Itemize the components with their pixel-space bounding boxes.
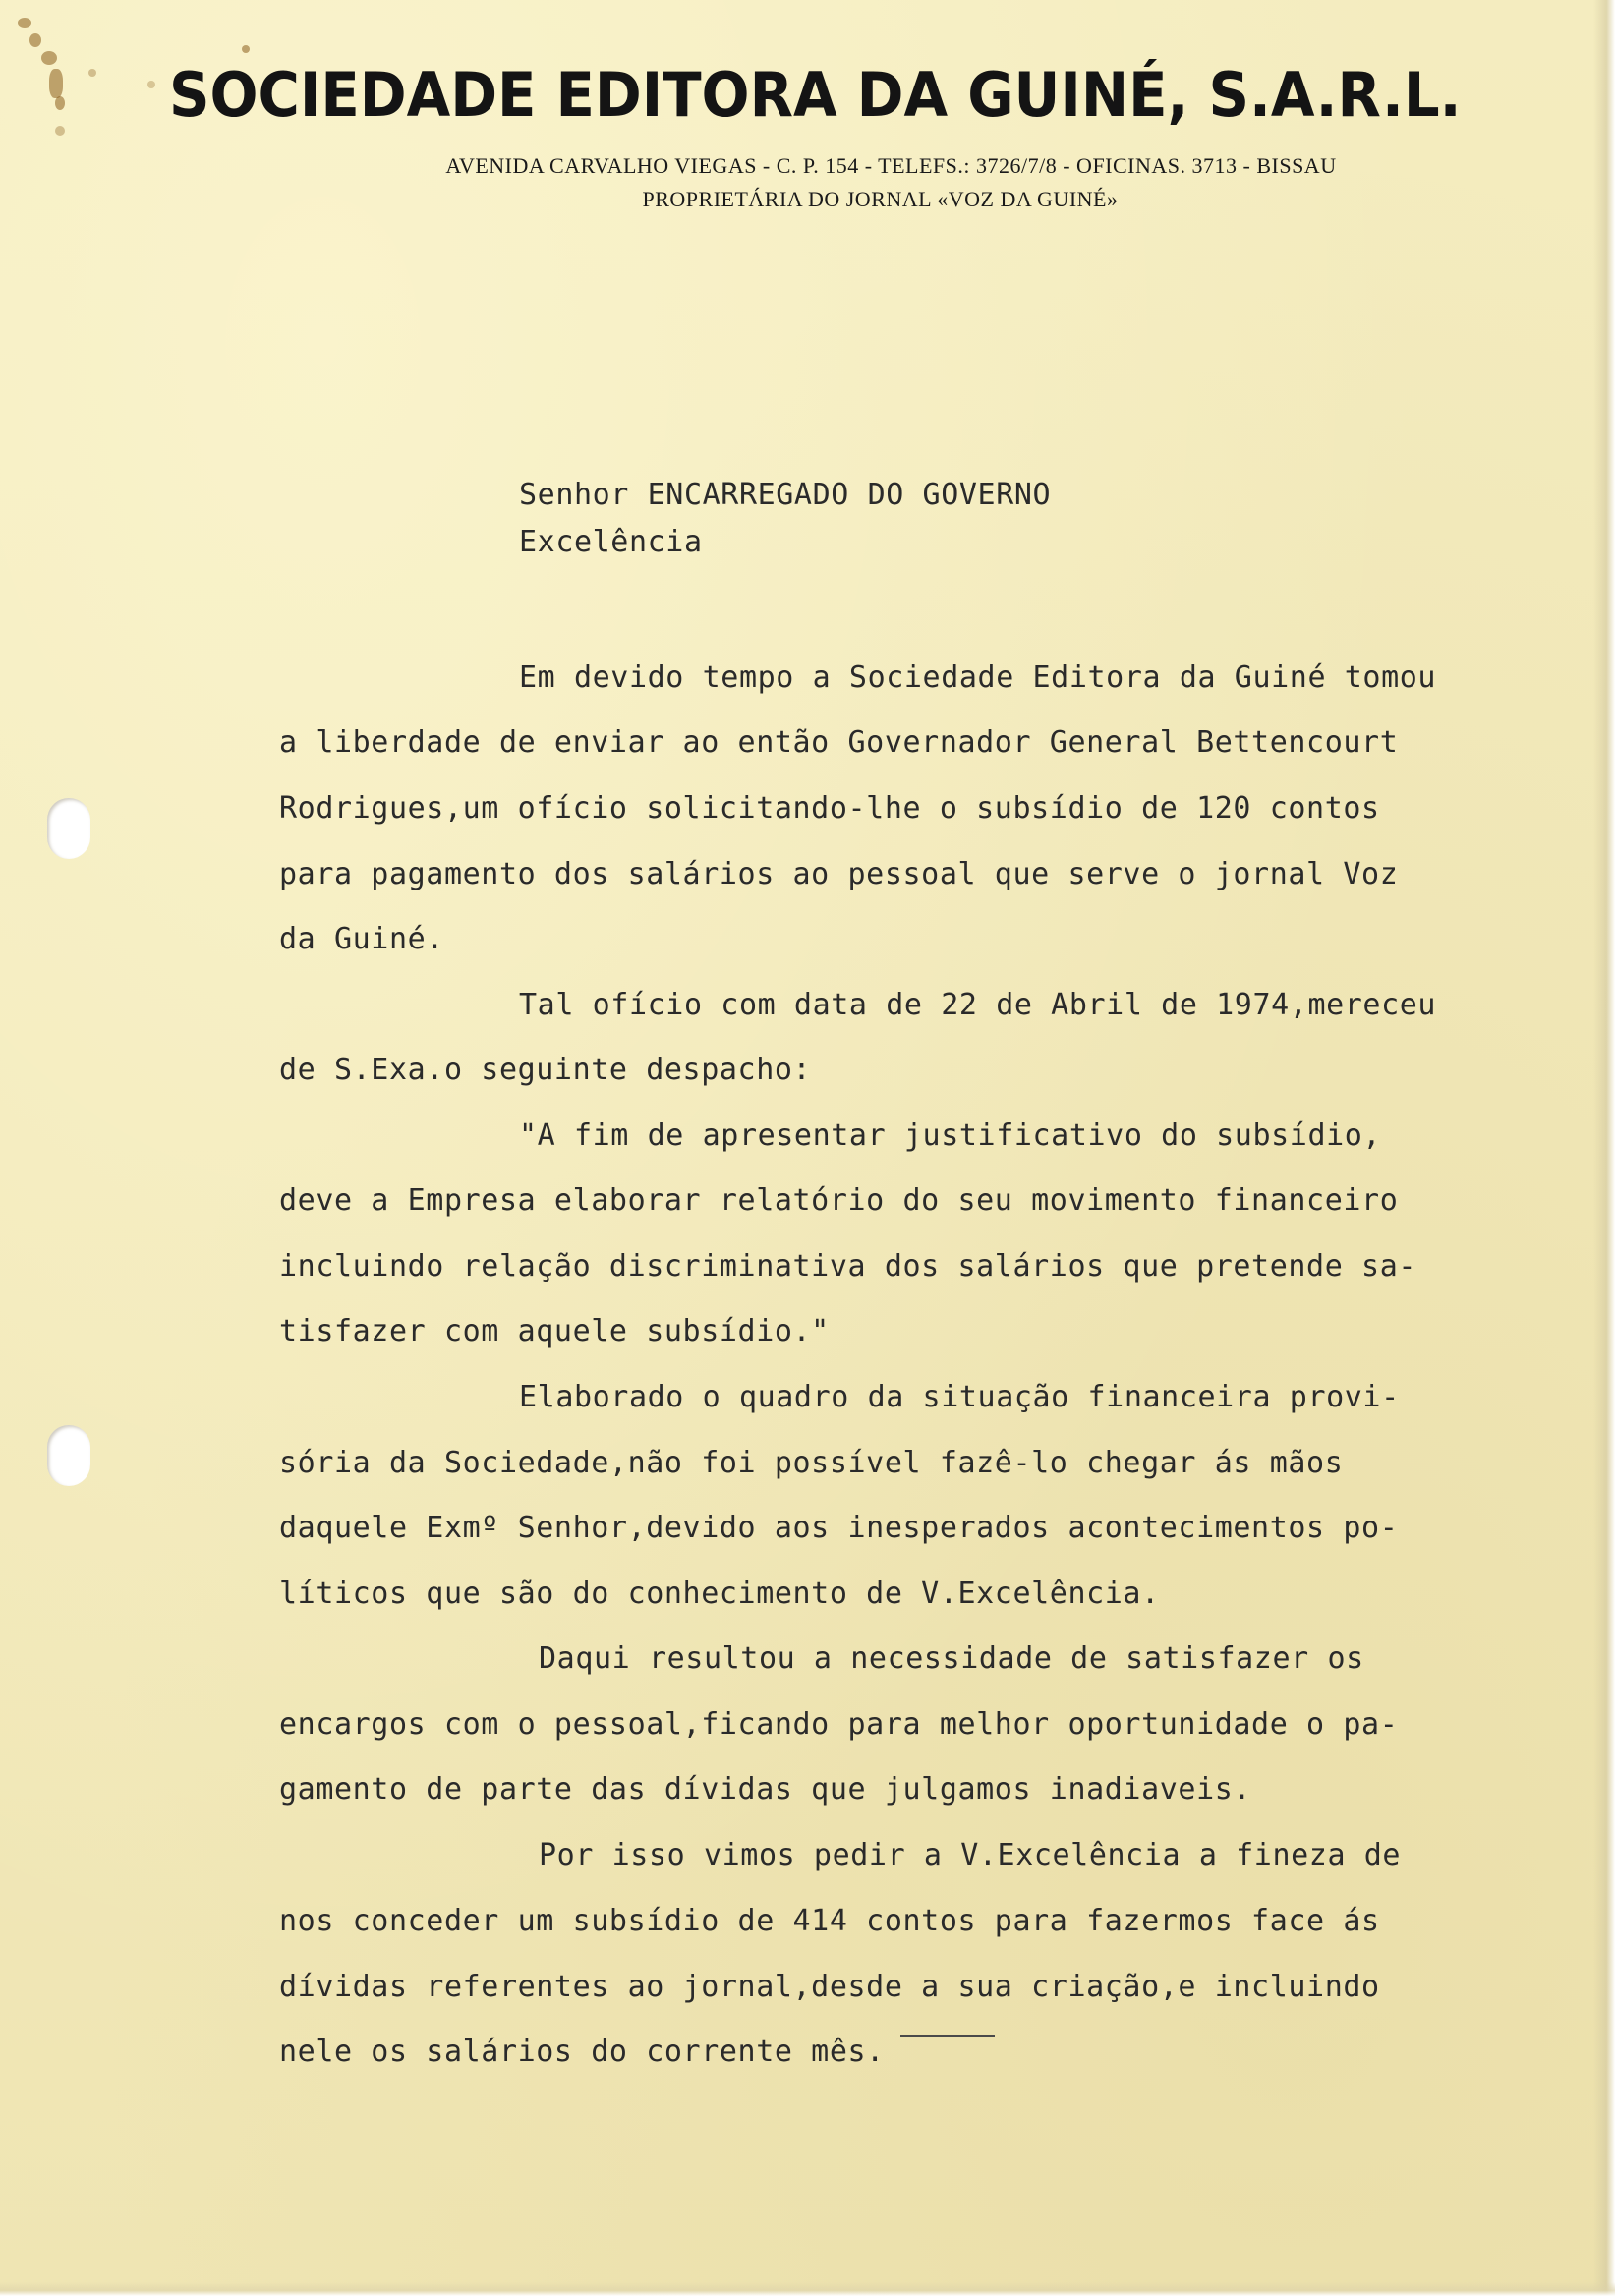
- stain-mark: [18, 18, 31, 28]
- stain-mark: [55, 96, 65, 110]
- punch-hole-lower: [47, 1425, 90, 1486]
- body-line: da Guiné.: [279, 922, 444, 956]
- body-line: Daqui resultou a necessidade de satisfazer os: [539, 1641, 1364, 1676]
- body-line: encargos com o pessoal,ficando para melhor oportunidade o pa-: [279, 1707, 1399, 1742]
- stain-mark: [29, 33, 41, 47]
- body-line: de S.Exa.o seguinte despacho:: [279, 1053, 812, 1087]
- salutation-honorific: Excelência: [519, 525, 703, 559]
- stain-mark: [49, 69, 63, 98]
- body-line: Tal ofício com data de 22 de Abril de 1974,mereceu: [519, 988, 1437, 1022]
- newspaper-owner-line: PROPRIETÁRIA DO JORNAL «VOZ DA GUINÉ»: [642, 187, 1119, 211]
- company-address: AVENIDA CARVALHO VIEGAS - C. P. 154 - TELEFS.: 3726/7/8 - OFICINAS. 3713 - BISSAU: [445, 153, 1337, 178]
- body-line: gamento de parte das dívidas que julgamos inadiaveis.: [279, 1772, 1252, 1807]
- stain-mark: [41, 51, 57, 65]
- body-line: dívidas referentes ao jornal,desde a sua criação,e incluindo: [279, 1970, 1380, 2004]
- body-line: para pagamento dos salários ao pessoal que serve o jornal Voz: [279, 857, 1399, 891]
- body-line: Elaborado o quadro da situação financeira provi-: [519, 1380, 1400, 1414]
- page-edge-right: [1593, 0, 1615, 2296]
- stain-mark: [55, 126, 65, 136]
- body-line: a liberdade de enviar ao então Governador General Bettencourt: [279, 725, 1399, 760]
- body-line: nos conceder um subsídio de 414 contos para fazermos face ás: [279, 1904, 1380, 1938]
- quoted-dispatch-line: deve a Empresa elaborar relatório do seu movimento financeiro: [279, 1183, 1399, 1218]
- body-line: Rodrigues,um ofício solicitando-lhe o subsídio de 120 contos: [279, 791, 1380, 826]
- body-line: daquele Exmº Senhor,devido aos inesperados acontecimentos po-: [279, 1511, 1399, 1545]
- stain-mark: [242, 45, 250, 53]
- quoted-dispatch-line: tisfazer com aquele subsídio.": [279, 1314, 830, 1349]
- salutation-addressee: Senhor ENCARREGADO DO GOVERNO: [519, 478, 1052, 512]
- typed-underline-mark: [900, 2035, 995, 2037]
- page-edge-bottom: [0, 2282, 1615, 2296]
- body-line: sória da Sociedade,não foi possível fazê-lo chegar ás mãos: [279, 1446, 1344, 1480]
- body-line: líticos que são do conhecimento de V.Excelência.: [279, 1577, 1160, 1611]
- quoted-dispatch-line: "A fim de apresentar justificativo do subsídio,: [519, 1119, 1382, 1153]
- body-line: nele os salários do corrente mês.: [279, 2035, 885, 2069]
- company-name: SOCIEDADE EDITORA DA GUINÉ, S.A.R.L.: [169, 59, 1462, 131]
- body-line: Em devido tempo a Sociedade Editora da Guiné tomou: [519, 660, 1437, 695]
- quoted-dispatch-line: incluindo relação discriminativa dos salários que pretende sa-: [279, 1249, 1417, 1284]
- body-line: Por isso vimos pedir a V.Excelência a fineza de: [539, 1838, 1402, 1872]
- punch-hole-upper: [47, 798, 90, 859]
- stain-mark: [147, 81, 155, 88]
- stain-mark: [88, 69, 96, 77]
